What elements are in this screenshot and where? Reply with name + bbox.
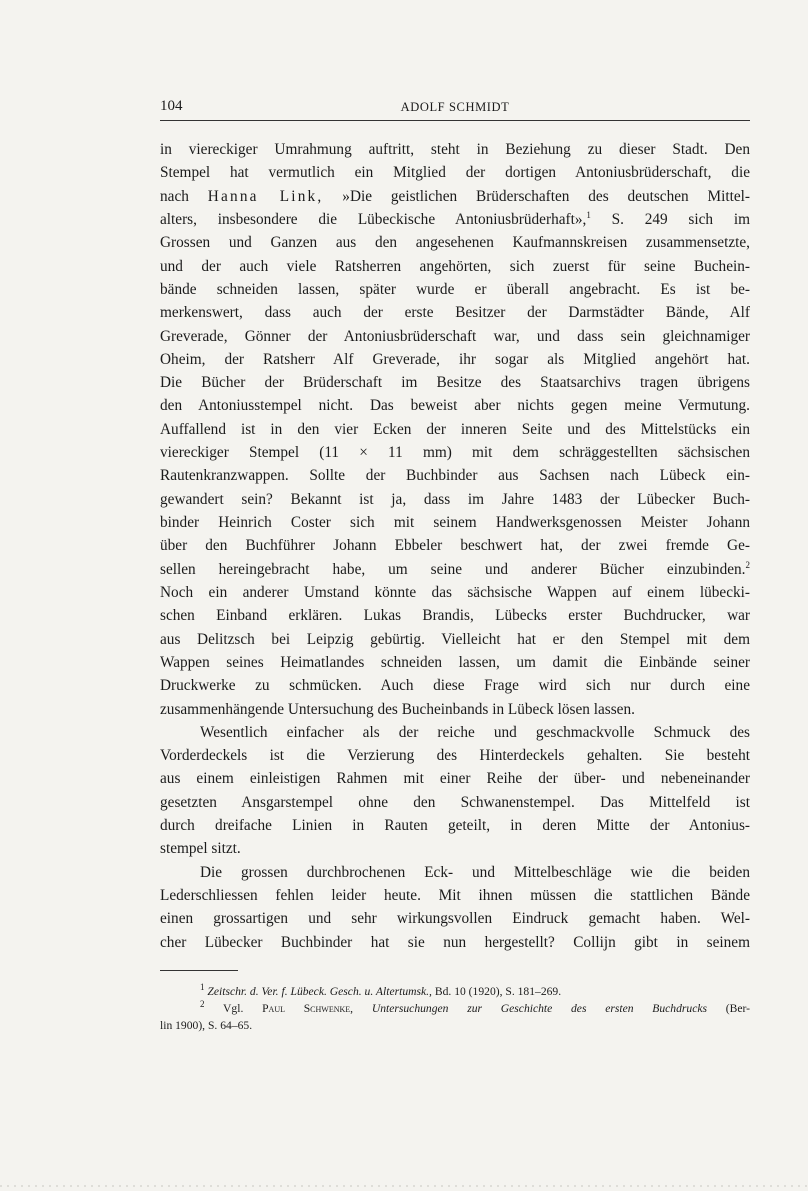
text-line: Druckwerke zu schmücken. Auch diese Frage wird sich nur durch eine bbox=[160, 677, 750, 695]
text-line: Vorderdeckels ist die Verzierung des Hinterdeckels gehalten. Sie besteht bbox=[160, 747, 750, 765]
text-line: Wesentlich einfacher als der reiche und geschmackvolle Schmuck des bbox=[200, 723, 750, 741]
text-line: und der auch viele Ratsherren angehörten, sich zuerst für seine Buchein- bbox=[160, 257, 750, 275]
text-line: Lederschliessen fehlen leider heute. Mit ihnen müssen die stattlichen Bände bbox=[160, 887, 750, 904]
text-line: über den Buchführer Johann Ebbeler beschwert hat, der zwei fremde Ge- bbox=[160, 537, 750, 555]
text-line: gesetzten Ansgarstempel ohne den Schwanenstempel. Das Mittelfeld ist bbox=[160, 793, 750, 811]
text-line: alters, insbesondere die Lübeckische Antoniusbrüderhaft»,$^1$ S. 249 sich im bbox=[160, 209, 750, 228]
author-name-spaced: Hanna Link, bbox=[207, 187, 324, 205]
text-line: gewandert sein? Bekannt ist ja, dass im Jahre 1483 der Lübecker Buch- bbox=[160, 490, 750, 508]
text-line: binder Heinrich Coster sich mit seinem Handwerksgenossen Meister Johann bbox=[160, 514, 750, 531]
text-line: zusammenhängende Untersuchung des Bucheinbands in Lübeck lösen lassen. bbox=[160, 700, 635, 718]
text-line: merkenswert, dass auch der erste Besitzer der Darmstädter Bände, Alf bbox=[160, 304, 750, 322]
text-line: Greverade, Gönner der Antoniusbrüderschaft war, und dass sein gleichnamiger bbox=[160, 327, 750, 345]
text-line: Wappen seines Heimatlandes schneiden lassen, um damit die Einbände seiner bbox=[160, 653, 750, 671]
footnote-1: $^1$ Zeitschr. d. Ver. f. Lübeck. Gesch. u. Altertumsk., Bd. 10 (1920), S. 181–269. bbox=[200, 982, 562, 998]
text-line: Oheim, der Ratsherr Alf Greverade, ihr sogar als Mitglied angehört hat. bbox=[160, 350, 750, 368]
text-line: Noch ein anderer Umstand könnte das sächsische Wappen auf einem lübecki- bbox=[160, 583, 750, 601]
scan-speckles bbox=[0, 1185, 808, 1187]
text-line: bände schneiden lassen, später wurde er überall angebracht. Es ist be- bbox=[160, 280, 750, 298]
text-line: Die grossen durchbrochenen Eck- und Mittelbeschläge wie die beiden bbox=[200, 863, 750, 881]
footnote-2: $^2$ Vgl. Paul Schwenke, Untersuchungen zur Geschichte des ersten Buchdrucks (Ber- bbox=[200, 999, 751, 1015]
text-line: Die Bücher der Brüderschaft im Besitze des Staatsarchivs tragen übrigens bbox=[160, 374, 750, 392]
body-text bbox=[160, 138, 750, 954]
text-line: stempel sitzt. bbox=[160, 840, 241, 858]
text-line: Stempel hat vermutlich ein Mitglied der dortigen Antoniusbrüderschaft, die bbox=[160, 164, 750, 182]
text-line: einen grossartigen und sehr wirkungsvollen Eindruck gemacht haben. Wel- bbox=[160, 910, 750, 928]
text-line: viereckiger Stempel (11 × 11 mm) mit dem schräggestellten sächsischen bbox=[160, 444, 750, 462]
text-line: Auffallend ist in den vier Ecken der inneren Seite und des Mittelstücks ein bbox=[160, 420, 750, 438]
footnotes bbox=[160, 983, 750, 1034]
footnote-rule bbox=[160, 970, 238, 971]
text-line: Rautenkranzwappen. Sollte der Buchbinder aus Sachsen nach Lübeck ein- bbox=[160, 467, 750, 485]
text-line: cher Lübecker Buchbinder hat sie nun hergestellt? Collijn gibt in seinem bbox=[160, 933, 750, 951]
text-line: durch dreifache Linien in Rauten geteilt, in deren Mitte der Antonius- bbox=[160, 817, 750, 835]
text-line: den Antoniusstempel nicht. Das beweist aber nichts gegen meine Vermutung. bbox=[160, 397, 750, 415]
page-number: 104 bbox=[160, 98, 183, 114]
text-line: sellen hereingebracht habe, um seine und anderer Bücher einzubinden.$^2$ bbox=[160, 559, 750, 578]
text-line: in viereckiger Umrahmung auftritt, steht in Beziehung zu dieser Stadt. Den bbox=[160, 141, 750, 158]
page-header bbox=[160, 96, 750, 121]
text-line: schen Einband erklären. Lukas Brandis, Lübecks erster Buchdrucker, war bbox=[160, 607, 750, 625]
text-line: aus Delitzsch bei Leipzig gebürtig. Vielleicht hat er den Stempel mit dem bbox=[160, 630, 750, 648]
footnote-ref: 1 bbox=[586, 209, 591, 220]
footnote-2-continued: lin 1900), S. 64–65. bbox=[160, 1019, 253, 1032]
text-line: aus einem einleistigen Rahmen mit einer Reihe der über- und nebeneinander bbox=[160, 770, 750, 788]
text-line: Grossen und Ganzen aus den angesehenen Kaufmannskreisen zusammensetzte, bbox=[160, 234, 750, 252]
text-line: nach Hanna Link, »Die geistlichen Brüderschaften des deutschen Mittel- bbox=[160, 187, 751, 205]
running-head: ADOLF SCHMIDT bbox=[400, 100, 510, 114]
footnote-ref: 2 bbox=[745, 559, 750, 570]
